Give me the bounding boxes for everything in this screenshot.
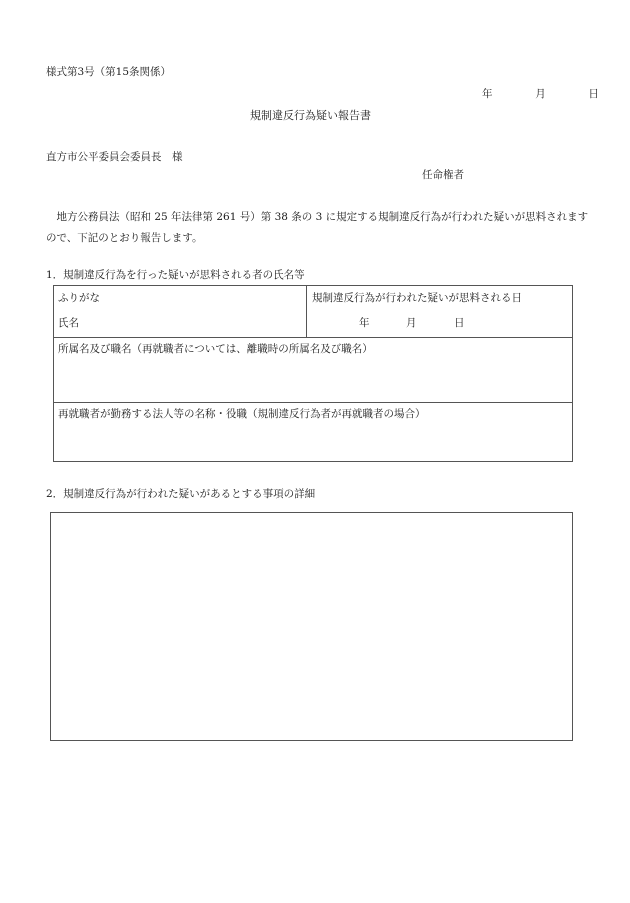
- details-box: [50, 512, 573, 741]
- body-paragraph: 地方公務員法（昭和 25 年法律第 261 号）第 38 条の 3 に規定する規制違反行為が行われた疑いが思料されますので、下記のとおり報告します。: [46, 211, 589, 244]
- document-title: 規制違反行為疑い報告書: [250, 109, 371, 122]
- addressee: 直方市公平委員会委員長 様: [46, 151, 183, 163]
- violation-date-label: 規制違反行為が行われた疑いが思料される日: [312, 292, 522, 304]
- report-date: [482, 86, 599, 101]
- table-divider: [54, 402, 572, 403]
- reporter-label: 任命権者: [422, 169, 464, 181]
- report-date-year: 年: [482, 88, 493, 100]
- violation-date-day: 日: [454, 317, 465, 329]
- table-divider-vertical: [306, 286, 307, 337]
- employer-label: 再就職者が勤務する法人等の名称・役職（規制違反行為者が再就職者の場合）: [58, 408, 426, 420]
- violation-date-month: 月: [406, 317, 417, 329]
- person-info-table: [53, 285, 573, 462]
- report-date-month: 月: [535, 88, 546, 100]
- violation-date-year: 年: [359, 317, 370, 329]
- name-label: 氏名: [58, 317, 79, 329]
- furigana-label: ふりがな: [58, 292, 100, 304]
- table-divider: [54, 337, 572, 338]
- affiliation-label: 所属名及び職名（再就職者については、離職時の所属名及び職名）: [58, 343, 373, 355]
- section1-heading: 1．規制違反行為を行った疑いが思料される者の氏名等: [46, 269, 305, 281]
- form-number: 様式第3号（第15条関係）: [46, 66, 172, 78]
- report-date-day: 日: [588, 88, 599, 100]
- section2-heading: 2．規制違反行為が行われた疑いがあるとする事項の詳細: [46, 488, 316, 500]
